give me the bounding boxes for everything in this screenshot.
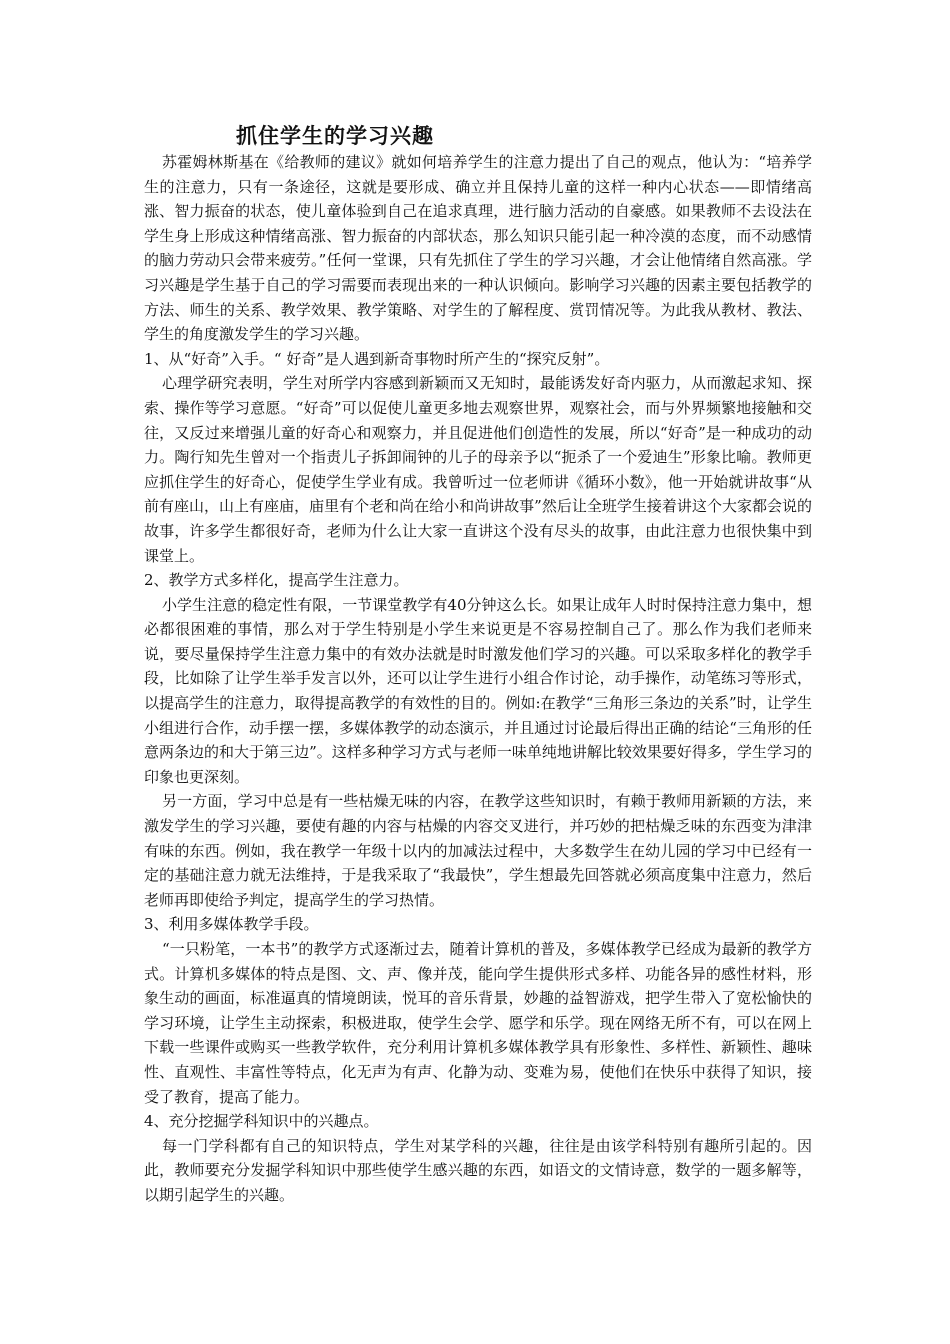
- section-heading-1: 1、从“好奇”入手。“ 好奇”是人遇到新奇事物时所产生的“探究反射”。: [144, 349, 610, 368]
- section-2-paragraph-2: 另一方面，学习中总是有一些枯燥无味的内容，在教学这些知识时，有赖于教师用新颖的方法，来激发学生的学习兴趣，要使有趣的内容与枯燥的内容交叉进行，并巧妙的把枯燥乏味的东西变为津津有味的东西。例如，我在教学一年级十以内的加减法过程中，大多数学生在幼儿园的学习中已经有一定的基础注意力就无法维持，于是我采取了“我最快”，学生想最先回答就必须高度集中注意力，然后老师再即使给予判定，提高学生的学习热情。: [144, 792, 812, 909]
- section-4-paragraph: 每一门学科都有自己的知识特点，学生对某学科的兴趣，往往是由该学科特别有趣所引起的。因此，教师要充分发掘学科知识中那些使学生感兴趣的东西，如语文的文情诗意，数学的一题多解等，以期引起学生的兴趣。: [144, 1136, 812, 1204]
- section-2-paragraph-1: 小学生注意的稳定性有限，一节课堂教学有40分钟这么长。如果让成年人时时保持注意力集中，想必都很困难的事情，那么对于学生特别是小学生来说更是不容易控制自己了。那么作为我们老师来说，要尽量保持学生注意力集中的有效办法就是时时激发他们学习的兴趣。可以采取多样化的教学手段，比如除了让学生举手发言以外，还可以让学生进行小组合作讨论，动手操作，动笔练习等形式，以提高学生的注意力，取得提高教学的有效性的目的。例如:在教学“三角形三条边的关系”时，让学生小组进行合作，动手摆一摆，多媒体教学的动态演示，并且通过讨论最后得出正确的结论“三角形的任意两条边的和大于第三边”。这样多种学习方式与老师一味单纯地讲解比较效果要好得多，学生学习的印象也更深刻。: [144, 595, 812, 786]
- document-body: [144, 150, 812, 1208]
- document-title: 抓住学生的学习兴趣: [236, 123, 434, 148]
- section-3-paragraph: “一只粉笔，一本书”的教学方式逐渐过去，随着计算机的普及，多媒体教学已经成为最新的教学方式。计算机多媒体的特点是图、文、声、像并茂，能向学生提供形式多样、功能各异的感性材料，形象生动的画面，标准逼真的情境朗读，悦耳的音乐背景，妙趣的益智游戏，把学生带入了宽松愉快的学习环境，让学生主动探索，积极进取，使学生会学、愿学和乐学。现在网络无所不有，可以在网上下载一些课件或购买一些教学软件，充分利用计算机多媒体教学具有形象性、多样性、新颖性、趣味性、直观性、丰富性等特点，化无声为有声、化静为动、变难为易，使他们在快乐中获得了知识，接受了教育，提高了能力。: [144, 940, 812, 1106]
- section-1-paragraph: 心理学研究表明，学生对所学内容感到新颖而又无知时，最能诱发好奇内驱力，从而激起求知、探索、操作等学习意愿。“好奇”可以促使儿童更多地去观察世界，观察社会，而与外界频繁地接触和交往，又反过来增强儿童的好奇心和观察力，并且促进他们创造性的发展，所以“好奇”是一种成功的动力。陶行知先生曾对一个指责儿子拆卸闹钟的儿子的母亲予以“扼杀了一个爱迪生”形象比喻。教师更应抓住学生的好奇心，促使学生学业有成。我曾听过一位老师讲《循环小数》，他一开始就讲故事“从前有座山，山上有座庙，庙里有个老和尚在给小和尚讲故事”然后让全班学生接着讲这个大家都会说的故事，许多学生都很好奇，老师为什么让大家一直讲这个没有尽头的故事，由此注意力也很快集中到课堂上。: [144, 374, 812, 565]
- intro-paragraph: 苏霍姆林斯基在《给教师的建议》就如何培养学生的注意力提出了自己的观点，他认为：“培养学生的注意力，只有一条途径，这就是要形成、确立并且保持儿童的这样一种内心状态——即情绪高涨、智力振奋的状态，使儿童体验到自己在追求真理，进行脑力活动的自豪感。如果教师不去设法在学生身上形成这种情绪高涨、智力振奋的内部状态，那么知识只能引起一种冷漠的态度，而不动感情的脑力劳动只会带来疲劳。”任何一堂课，只有先抓住了学生的学习兴趣，才会让他情绪自然高涨。学习兴趣是学生基于自己的学习需要而表现出来的一种认识倾向。影响学习兴趣的因素主要包括教学的方法、师生的关系、教学效果、教学策略、对学生的了解程度、赏罚情况等。为此我从教材、教法、学生的角度激发学生的学习兴趣。: [144, 153, 812, 344]
- section-heading-3: 3、利用多媒体教学手段。: [144, 915, 319, 934]
- section-heading-2: 2、教学方式多样化，提高学生注意力。: [144, 571, 409, 590]
- section-heading-4: 4、充分挖掘学科知识中的兴趣点。: [144, 1112, 379, 1131]
